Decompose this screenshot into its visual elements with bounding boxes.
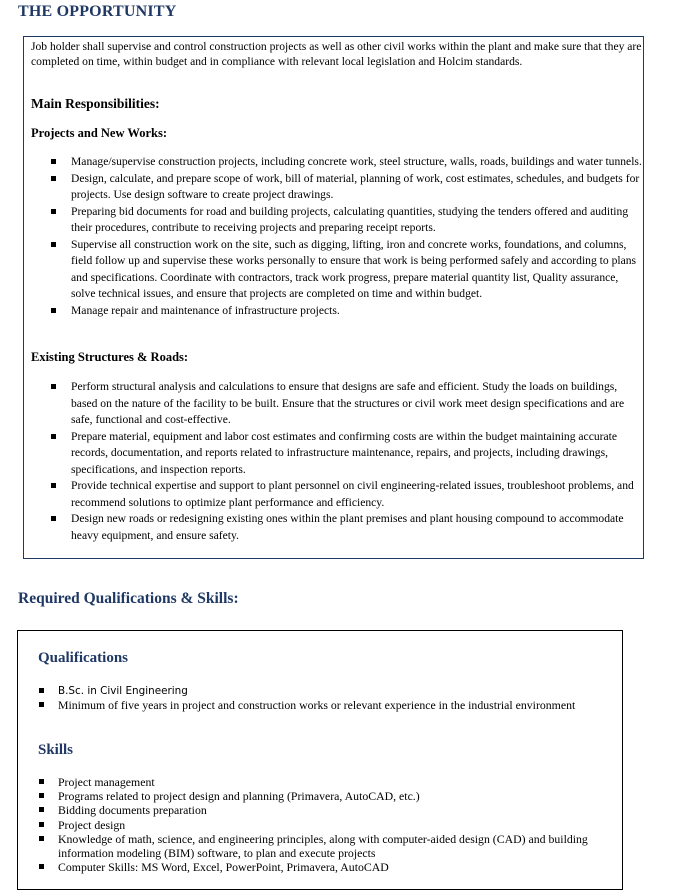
list-item: Computer Skills: MS Word, Excel, PowerPoint, Primavera, AutoCAD — [18, 860, 598, 874]
list-item: Preparing bid documents for road and building projects, calculating quantities, studying the tenders offered and auditing their procedures, contribute to receiving projects and preparing receipt reports. — [24, 204, 644, 237]
list-item: Perform structural analysis and calculations to ensure that designs are safe and efficient. Study the loads on buildings, based on the nature of the facility to be built. Ensure that the structures or civil work meet design specifications and are safe, functional and cost-effective. — [24, 379, 644, 429]
list-item: Manage repair and maintenance of infrastructure projects. — [24, 303, 644, 320]
intro-paragraph: Job holder shall supervise and control construction projects as well as other civil works within the plant and make sure that they are completed on time, within budget and in compliance with relevant local legislation and Holcim standards. — [31, 40, 642, 68]
bullet-icon — [51, 516, 56, 521]
existing-structures-heading: Existing Structures & Roads: — [31, 350, 189, 364]
bullet-icon — [39, 688, 44, 693]
list-item: Prepare material, equipment and labor cost estimates and confirming costs are within the budget maintaining accurate records, documentation, and reports related to infrastructure maintenance, repairs, and projects, including drawings, specifications, and inspection reports. — [24, 429, 644, 479]
bullet-icon — [39, 779, 44, 784]
skills-list — [18, 775, 618, 874]
main-responsibilities-heading: Main Responsibilities: — [31, 96, 160, 111]
existing-structures-list — [24, 379, 645, 544]
bullet-icon — [51, 209, 56, 214]
list-item: Project management — [18, 775, 598, 789]
bullet-icon — [39, 864, 44, 869]
bullet-icon — [51, 159, 56, 164]
bullet-icon — [51, 384, 56, 389]
bullet-icon — [51, 308, 56, 313]
list-item: Manage/supervise construction projects, including concrete work, steel structure, walls, roads, buildings and water tunnels. — [24, 154, 644, 171]
qualifications-box — [17, 630, 623, 890]
section-title-opportunity: THE OPPORTUNITY — [18, 3, 177, 20]
list-item: Design new roads or redesigning existing ones within the plant premises and plant housing compound to accommodate heavy equipment, and ensure safety. — [24, 511, 644, 544]
list-item: Programs related to project design and planning (Primavera, AutoCAD, etc.) — [18, 789, 598, 803]
bullet-icon — [39, 702, 44, 707]
bullet-icon — [51, 434, 56, 439]
bullet-icon — [39, 793, 44, 798]
list-item: Supervise all construction work on the site, such as digging, lifting, iron and concrete works, foundations, and columns, field follow up and supervise these works personally to ensure that work is being performed safely and according to plans and specifications. Coordinate with contractors, track work progress, prepare material quantity list, Quality assurance, solve technical issues, and ensure that projects are completed on time and within budget. — [24, 237, 644, 303]
projects-list — [24, 154, 645, 319]
opportunity-box — [23, 36, 644, 559]
list-item: Knowledge of math, science, and engineering principles, along with computer-aided design (CAD) and building information modeling (BIM) software, to plan and execute projects — [18, 832, 598, 860]
bullet-icon — [39, 836, 44, 841]
section-title-required: Required Qualifications & Skills: — [18, 590, 239, 607]
list-item: Minimum of five years in project and construction works or relevant experience in the industrial environment — [18, 698, 618, 712]
bullet-icon — [51, 483, 56, 488]
list-item: Bidding documents preparation — [18, 803, 598, 817]
list-item: Project design — [18, 818, 598, 832]
list-item: B.Sc. in Civil Engineering — [18, 684, 598, 698]
qualifications-heading: Qualifications — [38, 650, 129, 666]
bullet-icon — [39, 807, 44, 812]
bullet-icon — [51, 242, 56, 247]
list-item: Provide technical expertise and support to plant personnel on civil engineering-related issues, troubleshoot problems, and recommend solutions to optimize plant performance and efficiency. — [24, 478, 644, 511]
bullet-icon — [51, 176, 56, 181]
qualifications-list — [18, 684, 618, 712]
list-item: Design, calculate, and prepare scope of work, bill of material, planning of work, cost estimates, schedules, and budgets for projects. Use design software to create project drawings. — [24, 171, 644, 204]
bullet-icon — [39, 822, 44, 827]
skills-heading: Skills — [38, 742, 74, 758]
projects-heading: Projects and New Works: — [31, 126, 167, 140]
